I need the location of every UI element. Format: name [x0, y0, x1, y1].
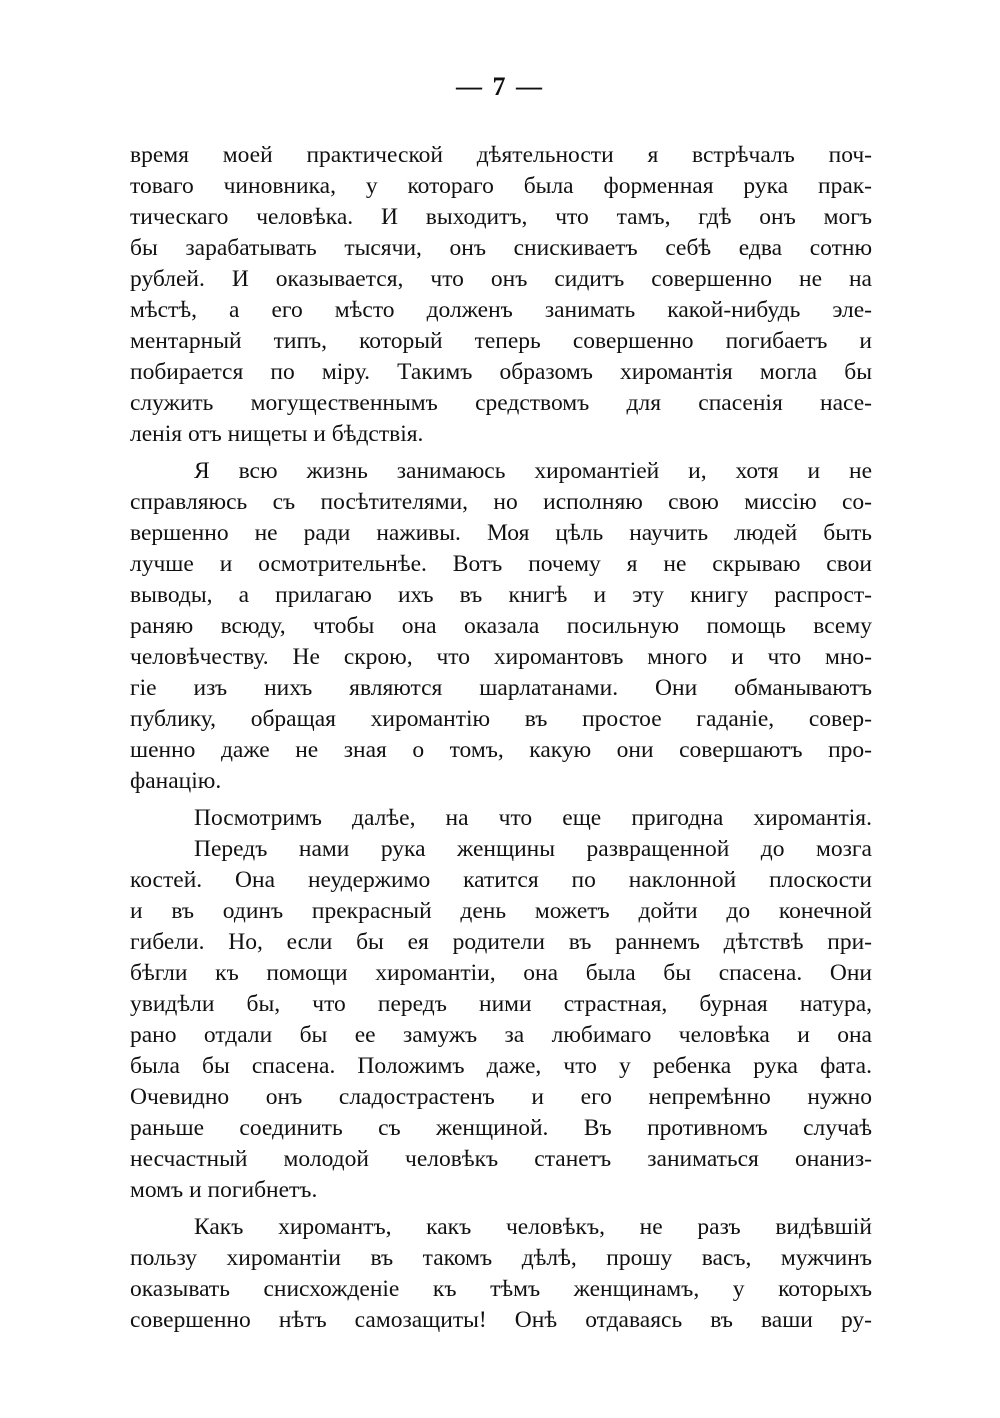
- text-line: гіе изъ нихъ являются шарлатанами. Они обманываютъ: [130, 675, 872, 701]
- text-line: выводы, а прилагаю ихъ въ книгѣ и эту книгу распрост-: [130, 582, 872, 608]
- text-line: вершенно не ради наживы. Моя цѣль научить людей быть: [130, 520, 872, 546]
- text-line: оказывать снисхожденіе къ тѣмъ женщинамъ, у которыхъ: [130, 1276, 872, 1302]
- text-line: фанацію.: [130, 768, 222, 794]
- text-line: Передъ нами рука женщины развращенной до мозга: [194, 836, 872, 862]
- text-line: увидѣли бы, что передъ ними страстная, бурная натура,: [130, 991, 872, 1017]
- text-line: пользу хиромантіи въ такомъ дѣлѣ, прошу васъ, мужчинъ: [130, 1245, 872, 1271]
- text-line: рублей. И оказывается, что онъ сидитъ совершенно не на: [130, 266, 872, 292]
- text-line: была бы спасена. Положимъ даже, что у ребенка рука фата.: [130, 1053, 872, 1079]
- text-line: костей. Она неудержимо катится по наклонной плоскости: [130, 867, 872, 893]
- text-line: публику, обращая хиромантію въ простое гаданіе, совер-: [130, 706, 872, 732]
- text-line: товаго чиновника, у котораго была форменная рука прак-: [130, 173, 872, 199]
- text-line: раньше соединить съ женщиной. Въ противномъ случаѣ: [130, 1115, 872, 1141]
- text-line: бы зарабатывать тысячи, онъ снискиваетъ себѣ едва сотню: [130, 235, 872, 261]
- text-line: служить могущественнымъ средствомъ для спасенія насе-: [130, 390, 872, 416]
- text-line: ментарный типъ, который теперь совершенно погибаетъ и: [130, 328, 872, 354]
- text-line: побирается по міру. Такимъ образомъ хиромантія могла бы: [130, 359, 872, 385]
- text-line: бѣгли къ помощи хиромантіи, она была бы спасена. Они: [130, 960, 872, 986]
- text-line: мѣстѣ, а его мѣсто долженъ занимать какой-нибудь эле-: [130, 297, 872, 323]
- text-line: Очевидно онъ сладострастенъ и его непремѣнно нужно: [130, 1084, 872, 1110]
- text-line: лучше и осмотрительнѣе. Вотъ почему я не скрываю свои: [130, 551, 872, 577]
- text-line: гибели. Но, если бы ея родители въ раннемъ дѣтствѣ при-: [130, 929, 872, 955]
- text-line: Какъ хиромантъ, какъ человѣкъ, не разъ видѣвшій: [194, 1214, 872, 1240]
- page-number: — 7 —: [456, 72, 544, 101]
- text-line: несчастный молодой человѣкъ станетъ заниматься онаниз-: [130, 1146, 872, 1172]
- text-line: человѣчеству. Не скрою, что хиромантовъ много и что мно-: [130, 644, 872, 670]
- text-line: справляюсь съ посѣтителями, но исполняю свою миссію со-: [130, 489, 872, 515]
- text-line: совершенно нѣтъ самозащиты! Онѣ отдаваясь въ ваши ру-: [130, 1307, 872, 1333]
- text-line: время моей практической дѣятельности я встрѣчалъ поч-: [130, 142, 872, 168]
- text-line: и въ одинъ прекрасный день можетъ дойти до конечной: [130, 898, 872, 924]
- text-line: рано отдали бы ее замужъ за любимаго человѣка и она: [130, 1022, 872, 1048]
- text-line: раняю всюду, чтобы она оказала посильную помощь всему: [130, 613, 872, 639]
- text-line: момъ и погибнетъ.: [130, 1177, 318, 1203]
- text-line: шенно даже не зная о томъ, какую они совершаютъ про-: [130, 737, 872, 763]
- text-line: тическаго человѣка. И выходитъ, что тамъ, гдѣ онъ могъ: [130, 204, 872, 230]
- text-line: ленія отъ нищеты и бѣдствія.: [130, 421, 424, 447]
- body-text: [130, 140, 872, 1336]
- text-line: Я всю жизнь занимаюсь хиромантіей и, хотя и не: [194, 458, 872, 484]
- text-line: Посмотримъ далѣе, на что еще пригодна хиромантія.: [194, 805, 872, 831]
